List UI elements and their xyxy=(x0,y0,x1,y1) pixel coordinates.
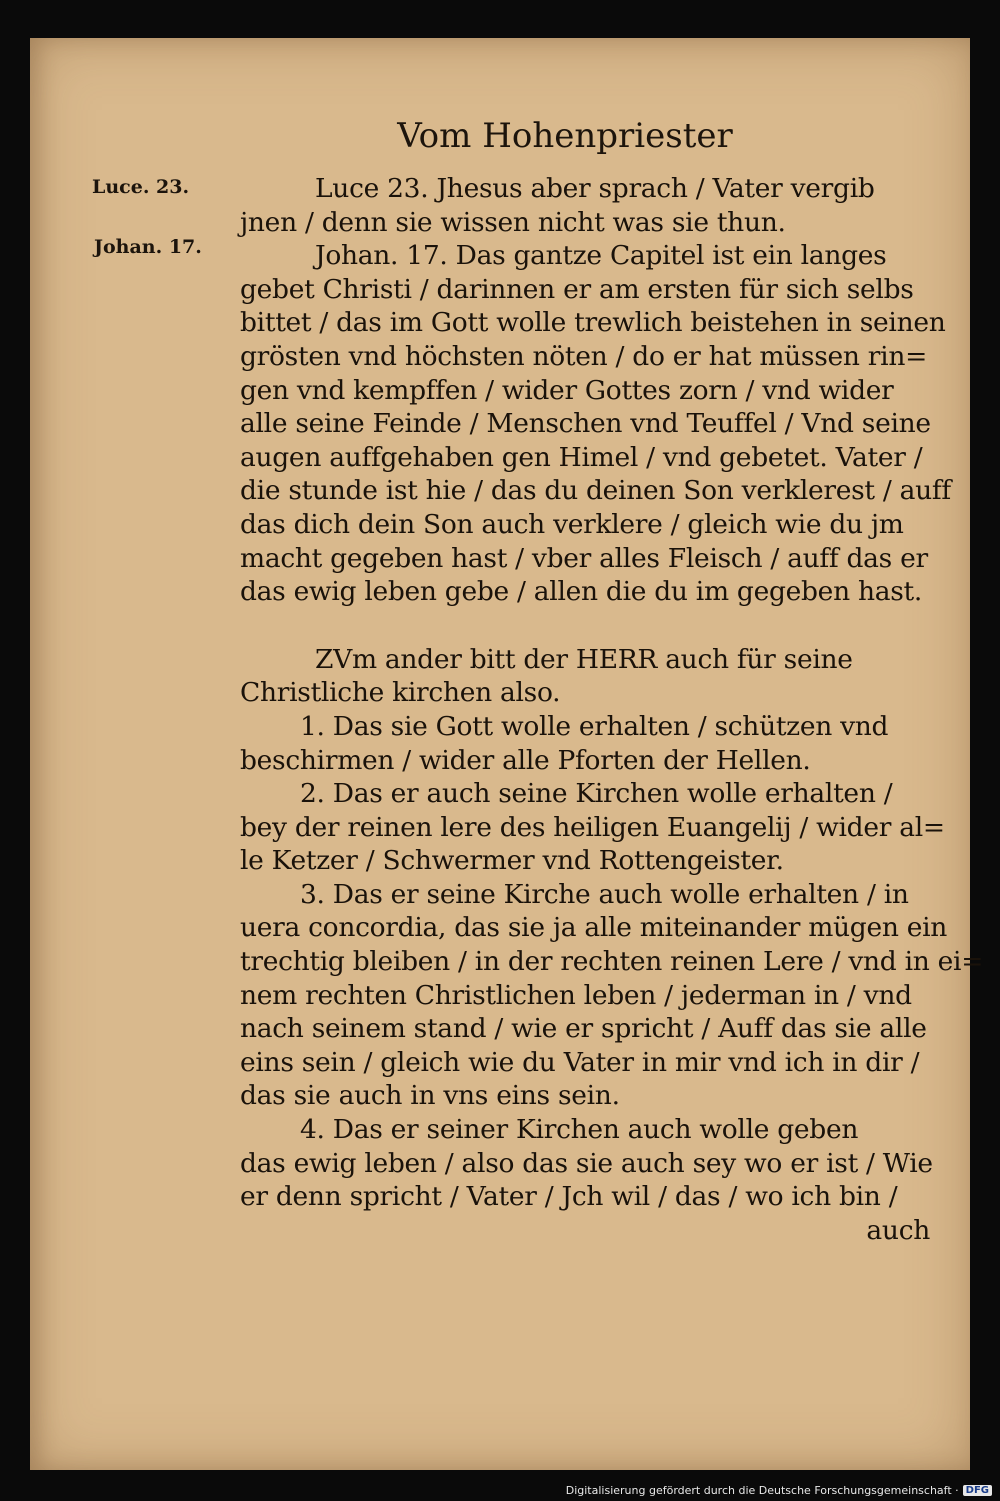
text-line: beschirmen / wider alle Pforten der Hellen. xyxy=(240,744,811,776)
text-line: augen auffgehaben gen Himel / vnd gebetet. Vater / xyxy=(240,441,923,473)
text-line: Johan. 17. Das gantze Capitel ist ein langes xyxy=(315,240,887,272)
text-line: das ewig leben gebe / allen die du im gegeben hast. xyxy=(240,576,922,608)
text-line: grösten vnd höchsten nöten / do er hat müssen rin= xyxy=(240,340,928,372)
text-line: gen vnd kempffen / wider Gottes zorn / vnd wider xyxy=(240,374,894,406)
footer-credit: Digitalisierung gefördert durch die Deutsche Forschungsgemeinschaft · xyxy=(565,1484,959,1497)
paragraph-gap xyxy=(240,609,950,643)
text-line: uera concordia, das sie ja alle miteinander mügen ein xyxy=(240,912,948,944)
text-line: die stunde ist hie / das du deinen Son verklerest / auff xyxy=(240,475,951,507)
text-line: trechtig bleiben / in der rechten reinen Lere / vnd in ei= xyxy=(240,946,984,978)
book-page xyxy=(30,38,984,1470)
marginal-note-johan: Johan. 17. xyxy=(94,236,202,258)
catchword: auch xyxy=(866,1214,930,1246)
text-line: er denn spricht / Vater / Jch wil / das / wo ich bin / xyxy=(240,1181,898,1213)
digitization-footer xyxy=(566,1484,992,1497)
text-line: alle seine Feinde / Menschen vnd Teuffel / Vnd seine xyxy=(240,408,931,440)
text-line: Christliche kirchen also. xyxy=(240,677,561,709)
text-line: bey der reinen lere des heiligen Euangelij / wider al= xyxy=(240,811,945,843)
text-line: das ewig leben / also das sie auch sey wo er ist / Wie xyxy=(240,1147,933,1179)
text-line: gebet Christi / darinnen er am ersten für sich selbs xyxy=(240,273,914,305)
marginal-note-luce: Luce. 23. xyxy=(92,176,190,198)
text-line: macht gegeben hast / vber alles Fleisch / auff das er xyxy=(240,542,928,574)
dfg-logo-icon: DFG xyxy=(963,1485,992,1496)
running-head: Vom Hohenpriester xyxy=(397,116,733,156)
text-line: das dich dein Son auch verklere / gleich wie du jm xyxy=(240,508,904,540)
text-line: 3. Das er seine Kirche auch wolle erhalten / in xyxy=(300,878,909,910)
body-text xyxy=(240,172,984,1247)
text-line: nem rechten Christlichen leben / jederman in / vnd xyxy=(240,979,912,1011)
text-line: Luce 23. Jhesus aber sprach / Vater vergib xyxy=(315,173,875,204)
text-line: le Ketzer / Schwermer vnd Rottengeister. xyxy=(240,845,784,877)
text-line: jnen / denn sie wissen nicht was sie thun. xyxy=(240,206,786,238)
text-line: 1. Das sie Gott wolle erhalten / schützen vnd xyxy=(300,710,889,742)
text-line: bittet / das im Gott wolle trewlich beistehen in seinen xyxy=(240,307,946,339)
text-line: nach seinem stand / wie er spricht / Auff das sie alle xyxy=(240,1013,927,1045)
text-line: eins sein / gleich wie du Vater in mir vnd ich in dir / xyxy=(240,1046,920,1078)
text-line: 4. Das er seiner Kirchen auch wolle geben xyxy=(300,1114,859,1146)
text-line: das sie auch in vns eins sein. xyxy=(240,1080,620,1112)
text-line: ZVm ander bitt der HERR auch für seine xyxy=(315,643,853,675)
text-line: 2. Das er auch seine Kirchen wolle erhalten / xyxy=(300,778,893,810)
